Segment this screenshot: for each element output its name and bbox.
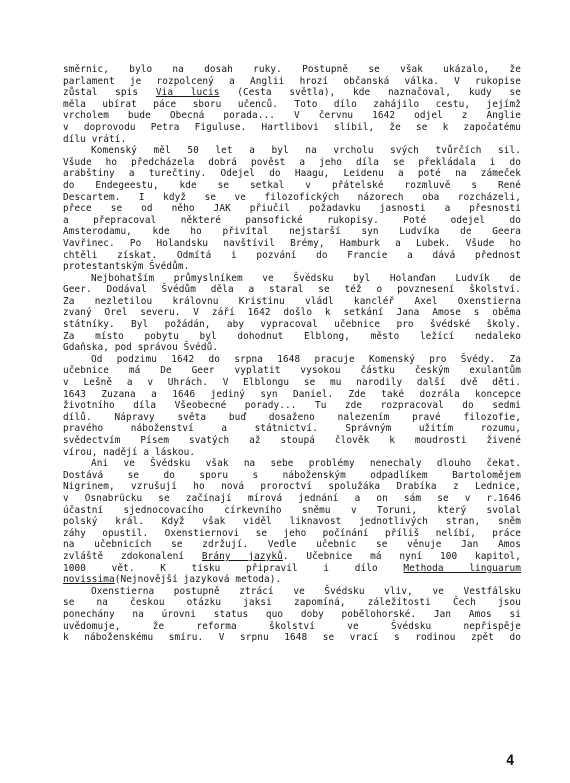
underlined-title: Methoda linguarum xyxy=(403,562,521,574)
text-line: 1643 Zuzana a 1646 jediný syn Daniel. Zde také dozrála koncepce xyxy=(63,388,521,400)
text-line: parlament je rozpolcený a Anglii hrozí občanská válka. V rukopise xyxy=(63,75,521,87)
page-number: 4 xyxy=(506,753,515,769)
text-line: Ani ve Švédsku však na sebe problémy nenechaly dlouho čekat. xyxy=(91,458,521,470)
text-line: Nejbohatším průmyslníkem ve Švédsku byl Holanďan Ludvík de xyxy=(91,272,521,284)
text-line: a přepracoval některé pansofické rukopisy. Poté odejel do xyxy=(63,214,521,226)
text-line: uvědomuje, že reforma školství ve Švédsku nepřispěje xyxy=(63,620,521,632)
text-line: Amsterodamu, kde ho přivítal nejstarší syn Ludvíka de Geera xyxy=(63,226,521,238)
text-line: Od podzimu 1642 do srpna 1648 pracuje Komenský pro Švédy. Za xyxy=(91,353,521,365)
text-line: protestantským Švédům. xyxy=(63,261,190,273)
text-line: pravého náboženství a státnictví. Správným užitím rozumu, xyxy=(63,423,521,435)
text-line: měla ubírat páce sboru učenců. Toto dílo zahájilo cestu, jejímž xyxy=(63,98,521,110)
text-line: zůstal spis Via lucis (Cesta světla), kde naznačoval, kudy se xyxy=(63,87,521,99)
text-line: zvláště zdokonalení Brány jazyků. Učebnice má nyní 100 kapitol, xyxy=(63,550,522,562)
text-line: se na českou otázku jaksi zapomíná, záležitosti Čech jsou xyxy=(63,597,521,609)
text-line: Komenský měl 50 let a byl na vrcholu svých tvůrčích sil. xyxy=(91,145,521,157)
underlined-title: Via lucis xyxy=(155,87,220,99)
text-line: záhy opustil. Oxenstiernovi se jeho počínání příliš nelíbí, práce xyxy=(63,527,521,539)
underlined-title: Brány jazyků xyxy=(201,550,283,562)
text-line: k náboženskému smíru. V srpnu 1648 se vrací s rodinou zpět do xyxy=(63,632,521,644)
text-line: Za nezletilou královnu Kristinu vládl kancléř Axel Oxenstierna xyxy=(63,295,521,307)
text-line: vrcholem bude Obecná porada... V červnu 1642 odjel z Anglie xyxy=(63,110,521,122)
text-line: Vavřinec. Po Holandsku navštívil Brémy, Hamburk a Lubek. Všude ho xyxy=(63,237,521,249)
text-line: přece se od něho JAK přiučil požadavku jasnosti a přesnosti xyxy=(63,203,521,215)
text-line: v Osnabrücku se začínají mírová jednání a on sám se v r.1646 xyxy=(63,492,521,504)
text-line: Descartem. I když se ve filozofických názorech oba rozcházeli, xyxy=(63,191,521,203)
text-line: Za místo pobytu byl dohodnut Elblong, město ležící nedaleko xyxy=(63,330,521,342)
text-line: ponechány na úrovni status quo doby pobělohorské. Jan Amos si xyxy=(63,608,521,620)
text-line: chtěli získat. Odmítá i pozvání do Francie a dává přednost xyxy=(63,249,521,261)
text-line: zvaný Orel severu. V září 1642 došlo k setkání Jana Amose s oběma xyxy=(63,307,521,319)
text-line: životního díla Všeobecné porady... Tu zde rozpracoval do sedmi xyxy=(63,400,521,412)
text-line: Dostává se do sporu s náboženským odpadlíkem Bartolomějem xyxy=(63,469,521,481)
text-line: polský král. Když však viděl liknavost jednotlivých stran, sněm xyxy=(63,516,521,528)
text-line: Nigrinem, vzrušují ho nová proroctví spolužáka Drabíka z Lednice, xyxy=(63,481,521,493)
text-line: v doprovodu Petra Figuluse. Hartlibovi slíbil, že se k započatému xyxy=(63,121,521,133)
underlined-title: novissima xyxy=(63,574,115,586)
text-line: Oxenstierna postupně ztrácí ve Švédsku vliv, ve Vestfálsku xyxy=(91,585,521,597)
text-line: 1000 vět. K tisku připravil i dílo Methoda linguarum xyxy=(63,562,521,574)
text-line: učebnice má De Geer vyplatit vysokou částku českým exulantům xyxy=(63,365,521,377)
text-line: novissima(Nejnovější jazyková metoda). xyxy=(63,574,282,586)
text-line: Všude ho předcházela dobrá pověst a jeho díla se překládala i do xyxy=(63,156,521,168)
text-line: státníky. Byl požádán, aby vypracoval učebnice pro švédské školy. xyxy=(63,319,521,331)
text-line: svědectvím Písem svatých až stoupá člověk k moudrosti živené xyxy=(63,435,521,446)
text-line: vírou, nadějí a láskou. xyxy=(63,446,196,458)
text-line: Geer. Dodával Švédům děla a staral se též o povznesení školství. xyxy=(63,284,521,296)
text-line: dílů. Nápravy světa buď dosaženo nalezením pravé filozofie, xyxy=(63,411,521,423)
text-line: na učebnicích se zdržují. Vedle učebnic se věnuje Jan Amos xyxy=(63,539,521,551)
text-line: do Endegeestu, kde se setkal v přátelské rozmluvě s René xyxy=(63,179,521,191)
text-line: účastní sjednocovacího církevního sněmu v Toruni, který svolal xyxy=(63,504,521,516)
text-line: dílu vrátí. xyxy=(63,133,127,145)
text-line: v Lešně a v Uhrách. V Elblongu se mu narodily další dvě děti. xyxy=(63,377,521,389)
text-line: Gdaňska, pod správou Švédů. xyxy=(63,342,219,354)
body-text xyxy=(63,64,521,644)
text-line: arabštiny a turečtiny. Odejel do Haagu, Leidenu a poté na zámeček xyxy=(63,168,521,180)
text-line: směrnic, bylo na dosah ruky. Postupně se však ukázalo, že xyxy=(63,64,521,75)
